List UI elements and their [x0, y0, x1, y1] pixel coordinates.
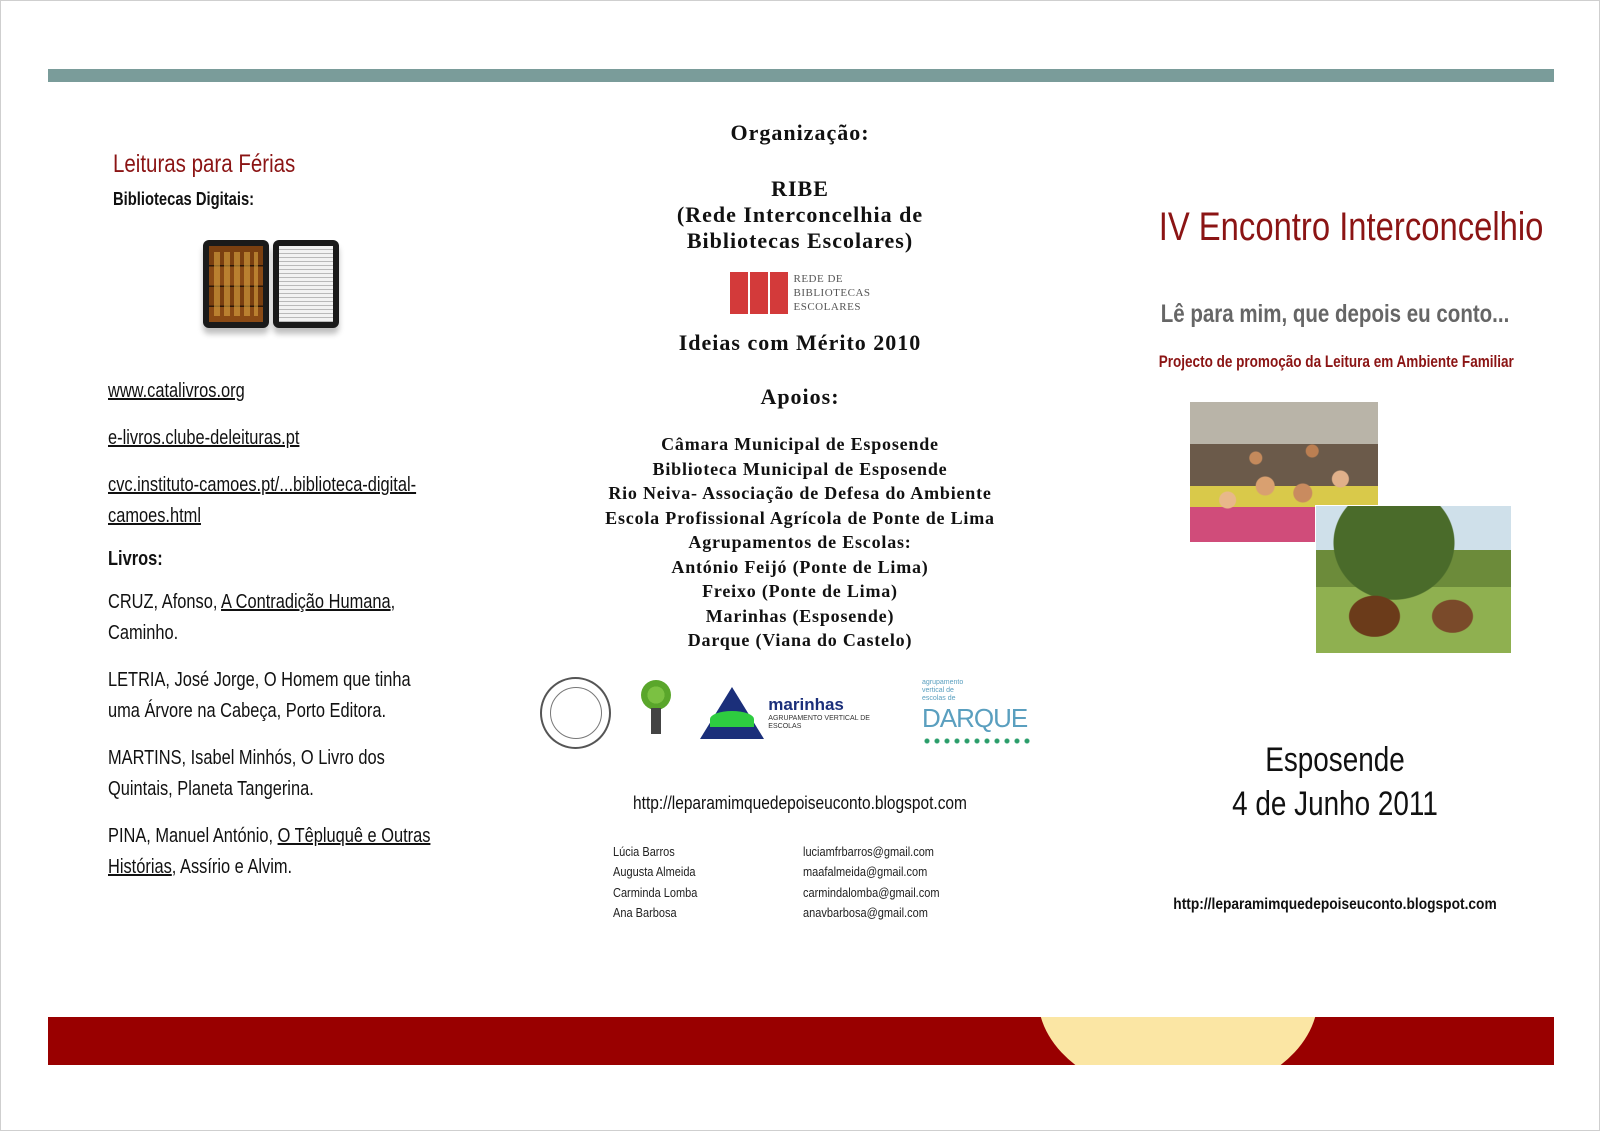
ribe-name: RIBE: [771, 176, 829, 201]
link-list: [108, 376, 448, 532]
marinhas-logo: marinhas AGRUPAMENTO VERTICAL DE ESCOLAS: [700, 687, 902, 739]
left-title: Leituras para Férias: [113, 150, 296, 178]
supporter-item: Biblioteca Municipal de Esposende: [652, 458, 948, 479]
ribe-line-2: (Rede Interconcelhia de: [676, 202, 924, 227]
digital-libraries-heading: Bibliotecas Digitais:: [113, 189, 255, 209]
event-place: Esposende: [1265, 741, 1405, 779]
contact-email[interactable]: luciamfrbarros@gmail.com: [803, 844, 934, 859]
tree-logo: [631, 678, 680, 748]
school-seal-logo: [540, 677, 611, 749]
rbe-mark-icon: [730, 272, 788, 314]
books-heading: Livros:: [108, 548, 163, 570]
mountain-icon: [700, 687, 764, 739]
top-rule: [48, 69, 1554, 82]
book-entry: PINA, Manuel António, O Têpluquê e Outras Histórias, Assírio e Alvim.: [108, 825, 431, 878]
left-panel: [108, 150, 448, 899]
book-entry: LETRIA, José Jorge, O Homem que tinha uma Árvore na Cabeça, Porto Editora.: [108, 669, 411, 722]
blog-url-right[interactable]: http://leparamimquedepoiseuconto.blogspot.com: [1173, 896, 1497, 913]
darque-logo: agrupamento vertical de escolas deDARQUE: [922, 679, 1060, 746]
wave-dots-icon: [922, 736, 1032, 746]
organization-heading: Organização:: [730, 120, 870, 145]
contact-name: Ana Barbosa: [613, 906, 677, 920]
supporters-list: [540, 432, 1060, 653]
contact-email[interactable]: carmindalomba@gmail.com: [803, 885, 940, 900]
supporter-item: António Feijó (Ponte de Lima): [671, 556, 929, 577]
blog-url-middle[interactable]: http://leparamimquedepoiseuconto.blogspot.com: [633, 792, 967, 813]
merit-award: Ideias com Mérito 2010: [678, 330, 922, 355]
link-catalivros[interactable]: www.catalivros.org: [108, 380, 245, 402]
contact-name: Lúcia Barros: [613, 844, 675, 859]
tablet-image: [203, 240, 343, 336]
contacts-table: [540, 842, 1060, 924]
event-place-date: [1159, 738, 1512, 826]
middle-panel: [540, 120, 1060, 924]
support-heading: Apoios:: [760, 384, 840, 409]
contact-name: Carminda Lomba: [613, 885, 698, 900]
supporter-item: Rio Neiva- Associação de Defesa do Ambiente: [608, 483, 992, 503]
book-entry: CRUZ, Afonso, A Contradição Humana, Caminho.: [108, 591, 396, 644]
event-title: IV Encontro Interconcelhio: [1158, 205, 1544, 249]
supporter-item: Darque (Viana do Castelo): [687, 630, 913, 650]
supporter-item: Agrupamentos de Escolas:: [688, 532, 912, 552]
book-entry: MARTINS, Isabel Minhós, O Livro dos Quintais, Planeta Tangerina.: [108, 747, 385, 800]
horse-cart-photo: [1315, 505, 1512, 654]
event-subtitle: Lê para mim, que depois eu conto...: [1160, 300, 1510, 328]
contact-email[interactable]: anavbarbosa@gmail.com: [803, 906, 928, 920]
right-panel: [1120, 205, 1550, 914]
contact-name: Augusta Almeida: [613, 865, 696, 879]
event-date: 4 de Junho 2011: [1232, 785, 1438, 823]
bottom-band: [48, 1017, 1554, 1065]
rbe-logo: REDE DE BIBLIOTECAS ESCOLARES: [540, 272, 1060, 314]
supporter-item: Escola Profissional Agrícola de Ponte de Lima: [605, 507, 995, 528]
link-camoes[interactable]: cvc.instituto-camoes.pt/...biblioteca-digital-camoes.html: [108, 474, 417, 527]
ribe-line-3: Bibliotecas Escolares): [686, 228, 914, 253]
sun-shape: [1038, 1017, 1318, 1065]
contact-email[interactable]: maafalmeida@gmail.com: [803, 865, 928, 879]
photo-collage: [1120, 402, 1550, 662]
supporter-item: Marinhas (Esposende): [705, 605, 895, 626]
partner-logos: [540, 673, 1060, 753]
link-e-livros[interactable]: e-livros.clube-deleituras.pt: [108, 427, 300, 449]
project-description: Projecto de promoção da Leitura em Ambiente Familiar: [1158, 353, 1514, 371]
supporter-item: Câmara Municipal de Esposende: [661, 434, 939, 454]
supporter-item: Freixo (Ponte de Lima): [702, 581, 898, 601]
